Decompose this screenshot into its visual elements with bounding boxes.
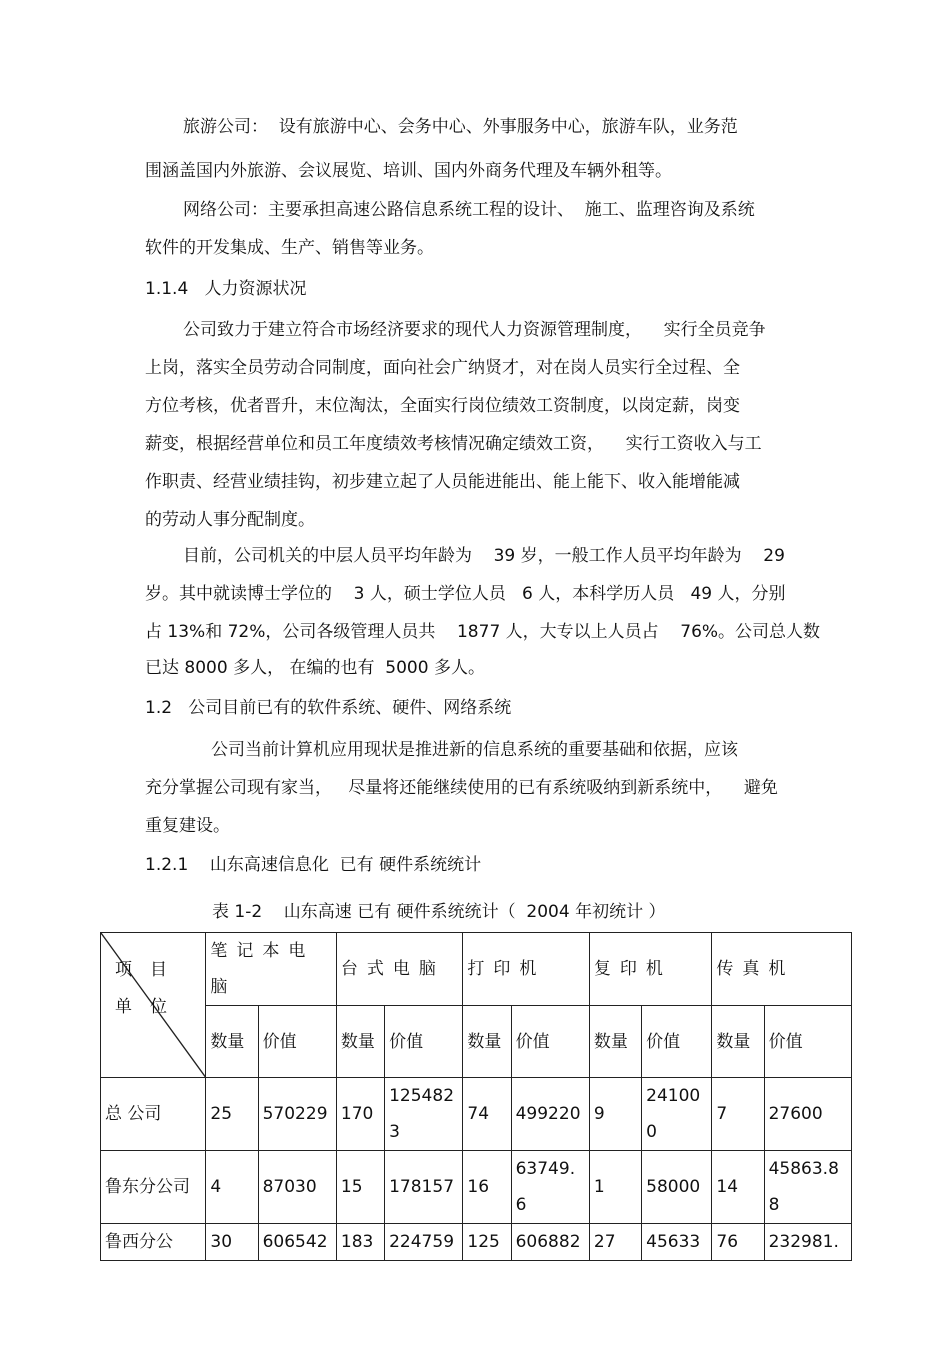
table-cell: 499220 (511, 1078, 589, 1151)
table-cell: 570229 (258, 1078, 336, 1151)
paragraph-hr-line-3: 方位考核，优者晋升，末位淘汰，全面实行岗位绩效工资制度，以岗定薪，岗变 (145, 396, 740, 416)
table-cell: 4 (206, 1151, 258, 1224)
corner-label-item: 项目 (115, 960, 185, 980)
table-cell: 232981. (764, 1224, 851, 1261)
table-cell: 606882 (511, 1224, 589, 1261)
paragraph-stats-line-4: 已达 8000 多人， 在编的也有 5000 多人。 (145, 658, 485, 678)
table-cell: 58000 (642, 1151, 712, 1224)
paragraph-current-line-2: 充分掌握公司现有家当， 尽量将还能继续使用的已有系统吸纳到新系统中， 避免 (145, 778, 778, 798)
header-fax: 传真机 (712, 933, 852, 1006)
paragraph-network-line-1: 网络公司：主要承担高速公路信息系统工程的设计、 施工、监理咨询及系统 (183, 200, 755, 220)
paragraph-stats-line-3: 占 13%和 72%，公司各级管理人员共 1877 人，大专以上人员占 76%。公司总人数 (145, 622, 821, 642)
table-cell: 178157 (385, 1151, 463, 1224)
paragraph-network-line-2: 软件的开发集成、生产、销售等业务。 (145, 238, 434, 258)
table-row (101, 1224, 852, 1261)
row-unit-label: 鲁东分公司 (101, 1151, 206, 1224)
subheader-value: 价值 (642, 1006, 712, 1078)
header-desktop: 台式电脑 (336, 933, 463, 1006)
subheader-value: 价值 (258, 1006, 336, 1078)
paragraph-travel-line-2: 围涵盖国内外旅游、会议展览、培训、国内外商务代理及车辆外租等。 (145, 161, 672, 181)
table-cell: 9 (589, 1078, 641, 1151)
table-cell: 74 (463, 1078, 511, 1151)
paragraph-hr-line-2: 上岗，落实全员劳动合同制度，面向社会广纳贤才，对在岗人员实行全过程、全 (145, 358, 740, 378)
table-cell: 45863.88 (764, 1151, 851, 1224)
table-cell: 241000 (642, 1078, 712, 1151)
row-unit-label: 总 公司 (101, 1078, 206, 1151)
subheader-value: 价值 (764, 1006, 851, 1078)
table-cell: 7 (712, 1078, 764, 1151)
paragraph-hr-line-1: 公司致力于建立符合市场经济要求的现代人力资源管理制度， 实行全员竞争 (183, 320, 766, 340)
table-cell: 606542 (258, 1224, 336, 1261)
corner-label-unit: 单位 (115, 997, 185, 1017)
heading-1-2-1: 1.2.1 山东高速信息化 已有 硬件系统统计 (145, 855, 482, 875)
table-cell: 27 (589, 1224, 641, 1261)
paragraph-current-line-3: 重复建设。 (145, 816, 230, 836)
heading-1-2: 1.2 公司目前已有的软件系统、硬件、网络系统 (145, 698, 512, 718)
subheader-qty: 数量 (589, 1006, 641, 1078)
table-cell: 76 (712, 1224, 764, 1261)
subheader-qty: 数量 (463, 1006, 511, 1078)
subheader-qty: 数量 (336, 1006, 384, 1078)
table-cell: 125 (463, 1224, 511, 1261)
table-cell: 87030 (258, 1151, 336, 1224)
table-cell: 224759 (385, 1224, 463, 1261)
paragraph-hr-line-4: 薪变，根据经营单位和员工年度绩效考核情况确定绩效工资， 实行工资收入与工 (145, 434, 762, 454)
table-cell: 14 (712, 1151, 764, 1224)
table-subheader-row (101, 1006, 852, 1078)
paragraph-current-line-1: 公司当前计算机应用现状是推进新的信息系统的重要基础和依据，应该 (211, 740, 738, 760)
table-caption: 表 1-2 山东高速 已有 硬件系统统计（ 2004 年初统计 ） (212, 902, 666, 922)
subheader-value: 价值 (385, 1006, 463, 1078)
table-cell: 30 (206, 1224, 258, 1261)
paragraph-hr-line-5: 作职责、经营业绩挂钩，初步建立起了人员能进能出、能上能下、收入能增能减 (145, 472, 740, 492)
table-cell: 170 (336, 1078, 384, 1151)
table-cell: 1 (589, 1151, 641, 1224)
table-cell: 183 (336, 1224, 384, 1261)
paragraph-stats-line-2: 岁。其中就读博士学位的 3 人，硕士学位人员 6 人，本科学历人员 49 人，分别 (145, 584, 786, 604)
table-row (101, 1078, 852, 1151)
subheader-qty: 数量 (206, 1006, 258, 1078)
table-cell: 45633 (642, 1224, 712, 1261)
table-cell: 25 (206, 1078, 258, 1151)
row-unit-label: 鲁西分公 (101, 1224, 206, 1261)
table-corner-cell (101, 933, 206, 1078)
table-cell: 27600 (764, 1078, 851, 1151)
subheader-qty: 数量 (712, 1006, 764, 1078)
subheader-value: 价值 (511, 1006, 589, 1078)
table-cell: 16 (463, 1151, 511, 1224)
hardware-stats-table (100, 932, 852, 1261)
table-row (101, 1151, 852, 1224)
header-printer: 打印机 (463, 933, 590, 1006)
table-cell: 63749.6 (511, 1151, 589, 1224)
header-copier: 复印机 (589, 933, 711, 1006)
table-header-row (101, 933, 852, 1006)
paragraph-travel-line-1: 旅游公司： 设有旅游中心、会务中心、外事服务中心，旅游车队，业务范 (183, 117, 738, 137)
heading-1-1-4: 1.1.4 人力资源状况 (145, 279, 307, 299)
table-cell: 1254823 (385, 1078, 463, 1151)
header-laptop: 笔记本电脑 (206, 933, 337, 1006)
paragraph-hr-line-6: 的劳动人事分配制度。 (145, 510, 315, 530)
paragraph-stats-line-1: 目前，公司机关的中层人员平均年龄为 39 岁，一般工作人员平均年龄为 29 (183, 546, 785, 566)
table-cell: 15 (336, 1151, 384, 1224)
